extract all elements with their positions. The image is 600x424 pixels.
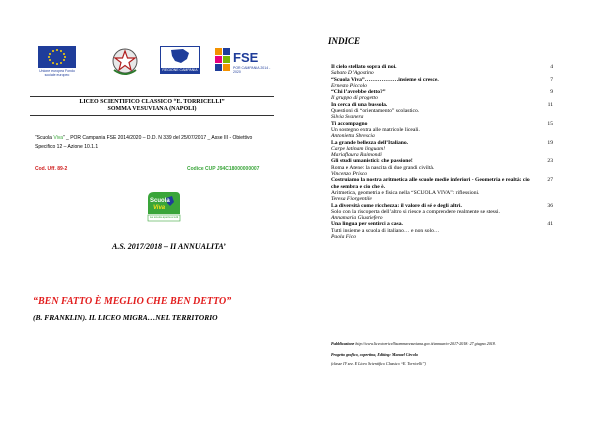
toc-desc: Roma e Atene: la nascita di due grandi civiltà. <box>331 164 435 171</box>
publication-line <box>331 341 561 346</box>
credits-text: Progetto grafico, copertina, Editing: Manuel Circolo <box>331 352 419 357</box>
campania-map-icon <box>161 47 199 67</box>
codice-cup: Codice CUP J94C18000000007 <box>187 166 260 172</box>
fse-emblem-icon <box>213 46 233 76</box>
badge-sub: Viva <box>153 205 166 211</box>
badge-caption: La scuola aperta a tutti <box>149 215 179 219</box>
fse-caption: POR CAMPANIA 2014 - 2020 <box>233 66 271 74</box>
toc-author: Paola Fico <box>331 234 357 241</box>
published-url[interactable]: http://www.liceotorricellisommavesuviana.gov.it/annuario-2017-2018: 27 giugno 2018. <box>355 341 496 346</box>
toc-title: Una lingua per sentirci a casa. <box>331 221 403 228</box>
toc-author: Ernesto Piccolo <box>331 82 367 89</box>
published-label: Pubblicazione <box>331 341 355 346</box>
toc-page: 36 <box>547 202 553 209</box>
toc-author: Vincenzo Prisco <box>331 171 368 178</box>
toc-author: Annamaria Giustiefero <box>331 215 383 222</box>
divider-top <box>30 96 274 97</box>
italian-republic-emblem <box>110 46 140 78</box>
toc-entry[interactable] <box>331 77 553 90</box>
toc-page: 15 <box>547 120 553 127</box>
toc-page: 27 <box>547 177 553 184</box>
project-viva: Viva <box>53 135 63 141</box>
divider-bottom <box>30 115 274 116</box>
toc-page: 9 <box>550 89 553 96</box>
toc-author: Mariaflaura Raimondi <box>331 152 382 159</box>
toc-title: “Scuola Viva”………………insieme si cresce. <box>331 76 439 83</box>
toc-desc: Tutti insieme a scuola di italiano… e non solo… <box>331 227 440 234</box>
toc-author: Silvia Svanera <box>331 114 364 121</box>
toc-entry[interactable] <box>331 158 553 177</box>
toc-author: Teresa Fiorgentile <box>331 196 372 203</box>
toc-desc: Questioni di “orientamento” scolastico. <box>331 108 420 115</box>
toc-title: La diversità come ricchezza: il valore di sé e degli altri. <box>331 202 462 209</box>
toc-page: 19 <box>547 139 553 146</box>
fse-title: FSE <box>233 50 259 65</box>
index-heading: INDICE <box>328 36 361 46</box>
project-credits <box>331 352 418 357</box>
school-year: A.S. 2017/2018 – II ANNUALITA’ <box>112 242 226 251</box>
toc-title: Ti accompagno <box>331 120 368 127</box>
school-name: LICEO SCIENTIFICO CLASSICO “E. TORRICELLI” <box>79 99 225 105</box>
fse-logo <box>213 46 273 78</box>
eu-logo <box>38 46 76 78</box>
scuola-viva-badge <box>146 190 182 223</box>
toc-author: Il gruppo di progetto <box>331 95 378 102</box>
toc-entry[interactable] <box>331 102 553 121</box>
motto: “BEN FATTO È MEGLIO CHE BEN DETTO” <box>33 296 232 307</box>
toc-entry[interactable] <box>331 221 553 240</box>
toc-entry[interactable] <box>331 89 553 102</box>
toc-title: La grande bellezza dell’Italiano. <box>331 139 409 146</box>
campania-caption: REGIONE CAMPANIA <box>162 68 198 72</box>
toc-entry[interactable] <box>331 64 553 77</box>
toc-title: Costruiamo la nostra aritmetica alle scuole medie inferiori - Geometria e realtà: cio che sembra e cio che è. <box>331 177 530 190</box>
toc-title: Il cielo stellato sopra di noi. <box>331 64 397 70</box>
project-rest: ” _ POR Campania FSE 2014/2020 – D.D. N 339 del 25/07/2017 _ Asse III - Obiettivo <box>62 135 253 141</box>
cod-uff: Cod. Uff. 89-2 <box>35 166 68 172</box>
eu-flag-icon <box>38 46 76 68</box>
toc-page: 11 <box>547 101 553 108</box>
eu-caption: Unione europea Fondo sociale europeo <box>39 69 75 77</box>
toc-entry[interactable] <box>331 121 553 140</box>
badge-title: Scuola <box>150 198 170 204</box>
toc-author: Antonietta Sbrescia <box>331 133 375 140</box>
project-prefix: “Scuola <box>35 135 54 141</box>
toc-desc: Un sostegno extra alle matricole liceali. <box>331 126 420 133</box>
table-of-contents <box>331 64 553 240</box>
toc-page: 23 <box>547 158 553 165</box>
toc-entry[interactable] <box>331 140 553 159</box>
motto-subtitle: (B. FRANKLIN). IL LICEO MIGRA…NEL TERRITORIO <box>33 313 218 322</box>
project-description <box>35 135 275 142</box>
toc-title: “Chi l’avrebbe detto?” <box>331 89 386 96</box>
project-line2: Specifico 12 – Azione 10.1.1 <box>35 144 99 150</box>
toc-page: 41 <box>547 221 553 228</box>
italian-emblem-icon <box>110 46 140 78</box>
toc-entry[interactable] <box>331 203 553 222</box>
regione-campania-logo <box>160 46 198 78</box>
toc-desc: Carpe latinam linguam! <box>331 145 386 152</box>
toc-author: Sabato D’Agostino <box>331 70 374 77</box>
toc-page: 4 <box>550 64 553 70</box>
toc-title: Gli studi umanistici: che passione! <box>331 158 413 165</box>
toc-title: In cerca di una bussola. <box>331 101 388 108</box>
school-city: SOMMA VESUVIANA (NAPOLI) <box>107 106 197 112</box>
toc-entry[interactable] <box>331 177 553 202</box>
toc-page: 7 <box>550 76 553 83</box>
toc-desc: Solo con la riscoperta dell’altro si riesce a comprendere realmente se stessi. <box>331 208 500 215</box>
toc-desc: Aritmetica, geometria e fisica nella “SCUOLA VIVA”: riflessioni. <box>331 189 480 196</box>
class-credits: (classe IV sez. E Liceo Scientifico Classico “E. Torricelli”) <box>331 361 426 366</box>
